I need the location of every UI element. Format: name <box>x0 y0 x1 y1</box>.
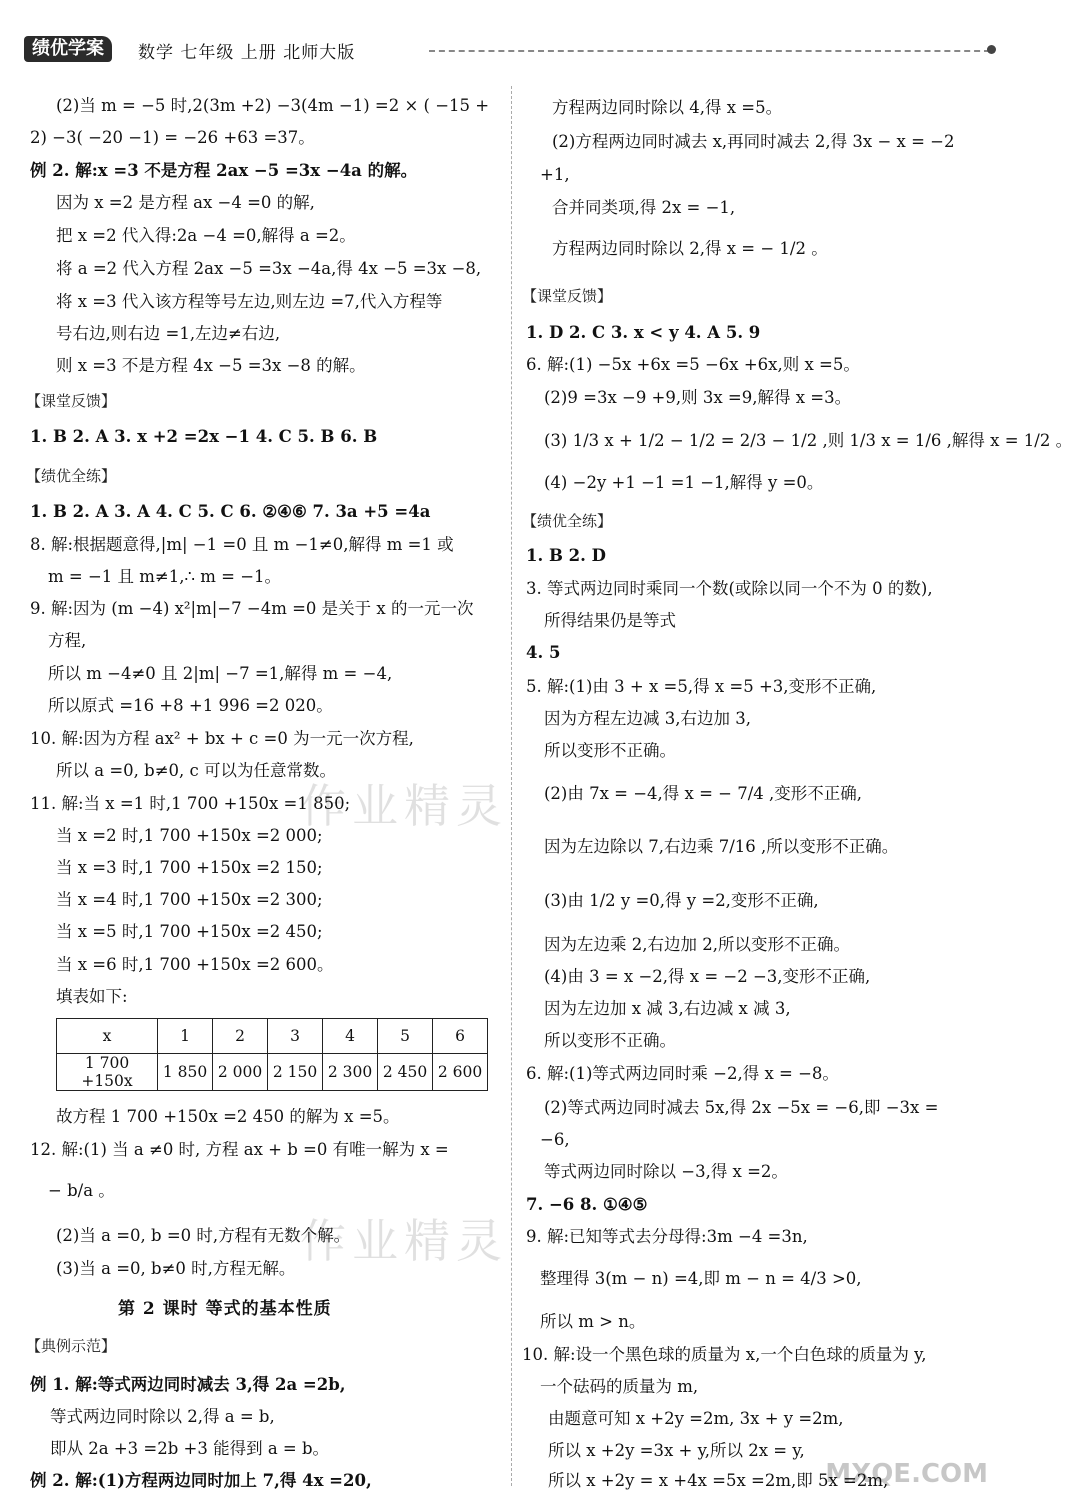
text-line: 9. 解:因为 (m −4) x²|m|−7 −4m =0 是关于 x 的一元一次 <box>30 599 474 618</box>
text-line: 将 x =3 代入该方程等号左边,则左边 =7,代入方程等 <box>56 292 443 311</box>
text-line: 整理得 3(m − n) =4,即 m − n = 4/3 >0, <box>540 1269 862 1288</box>
text-line: 1. B 2. A 3. x +2 =2x −1 4. C 5. B 6. B <box>30 427 378 446</box>
text-line: 1. D 2. C 3. x < y 4. A 5. 9 <box>526 323 761 342</box>
table-row <box>57 1019 488 1054</box>
text-line: 所以 a =0, b≠0, c 可以为任意常数。 <box>56 761 337 780</box>
text-line: 等式两边同时除以 2,得 a = b, <box>50 1407 275 1426</box>
text-line: (2)等式两边同时减去 5x,得 2x −5x = −6,即 −3x = <box>544 1098 939 1117</box>
text-line: 所以变形不正确。 <box>544 1031 676 1050</box>
table-cell: 2 600 <box>433 1054 488 1091</box>
section-heading: 【课堂反馈】 <box>26 392 117 410</box>
book-badge: 绩优学案 <box>24 36 112 62</box>
section-heading: 【典例示范】 <box>26 1337 117 1355</box>
table-cell: 2 450 <box>378 1054 433 1091</box>
text-line: 因为 x =2 是方程 ax −4 =0 的解, <box>56 193 315 212</box>
text-line: 8. 解:根据题意得,|m| −1 =0 且 m −1≠0,解得 m =1 或 <box>30 535 454 554</box>
text-line: 5. 解:(1)由 3 + x =5,得 x =5 +3,变形不正确, <box>526 677 877 696</box>
text-line: 例 2. 解:x =3 不是方程 2ax −5 =3x −4a 的解。 <box>30 161 418 180</box>
text-line: 因为左边加 x 减 3,右边减 x 减 3, <box>544 999 791 1018</box>
text-line: (3)由 1/2 y =0,得 y =2,变形不正确, <box>544 891 819 910</box>
text-line: 当 x =4 时,1 700 +150x =2 300; <box>56 890 323 909</box>
text-line: 6. 解:(1) −5x +6x =5 −6x +6x,则 x =5。 <box>526 355 860 374</box>
section-heading: 【课堂反馈】 <box>522 287 613 305</box>
page-header <box>24 36 990 66</box>
column-divider <box>511 86 512 1486</box>
text-line: 例 1. 解:等式两边同时减去 3,得 2a =2b, <box>30 1375 346 1394</box>
text-line: (2)方程两边同时减去 x,再同时减去 2,得 3x − x = −2 <box>552 132 955 151</box>
text-line: 所以 m > n。 <box>540 1312 646 1331</box>
table-cell: 4 <box>323 1019 378 1054</box>
text-line: 1. B 2. D <box>526 546 606 565</box>
text-line: −6, <box>540 1130 570 1149</box>
text-line: (4) −2y +1 −1 =1 −1,解得 y =0。 <box>544 473 824 492</box>
fill-table <box>56 1018 488 1091</box>
text-line: 一个砝码的质量为 m, <box>540 1377 699 1396</box>
text-line: 方程两边同时除以 2,得 x = − 1/2 。 <box>552 239 828 258</box>
table-cell: 1 700 +150x <box>57 1054 158 1091</box>
table-row <box>57 1054 488 1091</box>
text-line: 因为左边除以 7,右边乘 7/16 ,所以变形不正确。 <box>544 837 899 856</box>
watermark: 作业精灵 <box>300 779 508 833</box>
text-line: 3. 等式两边同时乘同一个数(或除以同一个不为 0 的数), <box>526 579 933 598</box>
table-cell: 2 <box>213 1019 268 1054</box>
text-line: 当 x =6 时,1 700 +150x =2 600。 <box>56 955 334 974</box>
text-line: (2)由 7x = −4,得 x = − 7/4 ,变形不正确, <box>544 784 863 803</box>
text-line: 所以 m −4≠0 且 2|m| −7 =1,解得 m = −4, <box>48 664 393 683</box>
section-heading: 【绩优全练】 <box>522 512 613 530</box>
table-cell: 2 300 <box>323 1054 378 1091</box>
text-line: 则 x =3 不是方程 4x −5 =3x −8 的解。 <box>56 356 366 375</box>
text-line: +1, <box>540 165 570 184</box>
text-line: 因为方程左边减 3,右边加 3, <box>544 709 751 728</box>
section-heading: 【绩优全练】 <box>26 467 117 485</box>
text-line: 填表如下: <box>56 987 128 1006</box>
table-cell: 2 150 <box>268 1054 323 1091</box>
text-line: 号右边,则右边 =1,左边≠右边, <box>56 324 281 343</box>
table-cell: 1 <box>158 1019 213 1054</box>
table-cell: 3 <box>268 1019 323 1054</box>
header-dot-icon <box>987 45 996 54</box>
text-line: 当 x =3 时,1 700 +150x =2 150; <box>56 858 323 877</box>
text-line: m = −1 且 m≠1,∴ m = −1。 <box>48 567 282 586</box>
text-line: 所以变形不正确。 <box>544 741 676 760</box>
text-line: 所得结果仍是等式 <box>544 611 676 630</box>
corner-watermark: MXQE.COM <box>825 1459 988 1489</box>
text-line: (2)当 m = −5 时,2(3m +2) −3(4m −1) =2 × ( −15 + <box>56 96 490 115</box>
text-line: 10. 解:设一个黑色球的质量为 x,一个白色球的质量为 y, <box>522 1345 927 1364</box>
table-cell: x <box>57 1019 158 1054</box>
table-cell: 5 <box>378 1019 433 1054</box>
text-line: 10. 解:因为方程 ax² + bx + c =0 为一元一次方程, <box>30 729 414 748</box>
text-line: 例 2. 解:(1)方程两边同时加上 7,得 4x =20, <box>30 1471 372 1490</box>
text-line: (4)由 3 = x −2,得 x = −2 −3,变形不正确, <box>544 967 871 986</box>
table-cell: 6 <box>433 1019 488 1054</box>
text-line: 所以 x +2y =3x + y,所以 2x = y, <box>548 1441 805 1460</box>
watermark: 作业精灵 <box>300 1214 508 1268</box>
text-line: (3)当 a =0, b≠0 时,方程无解。 <box>56 1259 296 1278</box>
text-line: 把 x =2 代入得:2a −4 =0,解得 a =2。 <box>56 226 356 245</box>
text-line: 因为左边乘 2,右边加 2,所以变形不正确。 <box>544 935 850 954</box>
text-line: − b/a 。 <box>48 1181 115 1200</box>
text-line: 6. 解:(1)等式两边同时乘 −2,得 x = −8。 <box>526 1064 839 1083</box>
text-line: 方程, <box>48 631 87 650</box>
text-line: 1. B 2. A 3. A 4. C 5. C 6. ②④⑥ 7. 3a +5 =4a <box>30 502 431 521</box>
text-line: 9. 解:已知等式去分母得:3m −4 =3n, <box>526 1227 808 1246</box>
text-line: 故方程 1 700 +150x =2 450 的解为 x =5。 <box>56 1107 400 1126</box>
text-line: 4. 5 <box>526 643 561 662</box>
lesson-title: 第 2 课时 等式的基本性质 <box>118 1299 332 1319</box>
text-line: 即从 2a +3 =2b +3 能得到 a = b。 <box>50 1439 330 1458</box>
text-line: 将 a =2 代入方程 2ax −5 =3x −4a,得 4x −5 =3x −8, <box>56 259 482 278</box>
table-cell: 1 850 <box>158 1054 213 1091</box>
text-line: 2) −3( −20 −1) = −26 +63 =37。 <box>30 128 315 147</box>
text-line: 7. −6 8. ①④⑤ <box>526 1195 648 1214</box>
text-line: 合并同类项,得 2x = −1, <box>552 198 736 217</box>
text-line: (2)当 a =0, b =0 时,方程有无数个解。 <box>56 1226 351 1245</box>
text-line: (2)9 =3x −9 +9,则 3x =9,解得 x =3。 <box>544 388 852 407</box>
header-dashed-rule <box>429 50 990 52</box>
text-line: (3) 1/3 x + 1/2 − 1/2 = 2/3 − 1/2 ,则 1/3 x = 1/6 ,解得 x = 1/2 。 <box>544 431 1072 450</box>
text-line: 由题意可知 x +2y =2m, 3x + y =2m, <box>548 1409 844 1428</box>
text-line: 方程两边同时除以 4,得 x =5。 <box>552 98 783 117</box>
text-line: 所以原式 =16 +8 +1 996 =2 020。 <box>48 696 333 715</box>
text-line: 当 x =2 时,1 700 +150x =2 000; <box>56 826 323 845</box>
text-line: 所以 x +2y = x +4x =5x =2m,即 5x =2m, <box>548 1471 889 1490</box>
table-cell: 2 000 <box>213 1054 268 1091</box>
text-line: 12. 解:(1) 当 a ≠0 时, 方程 ax + b =0 有唯一解为 x = <box>30 1140 449 1159</box>
text-line: 11. 解:当 x =1 时,1 700 +150x =1 850; <box>30 794 351 813</box>
text-line: 当 x =5 时,1 700 +150x =2 450; <box>56 922 323 941</box>
text-line: 等式两边同时除以 −3,得 x =2。 <box>544 1162 788 1181</box>
book-subject: 数学 七年级 上册 北师大版 <box>138 43 356 63</box>
